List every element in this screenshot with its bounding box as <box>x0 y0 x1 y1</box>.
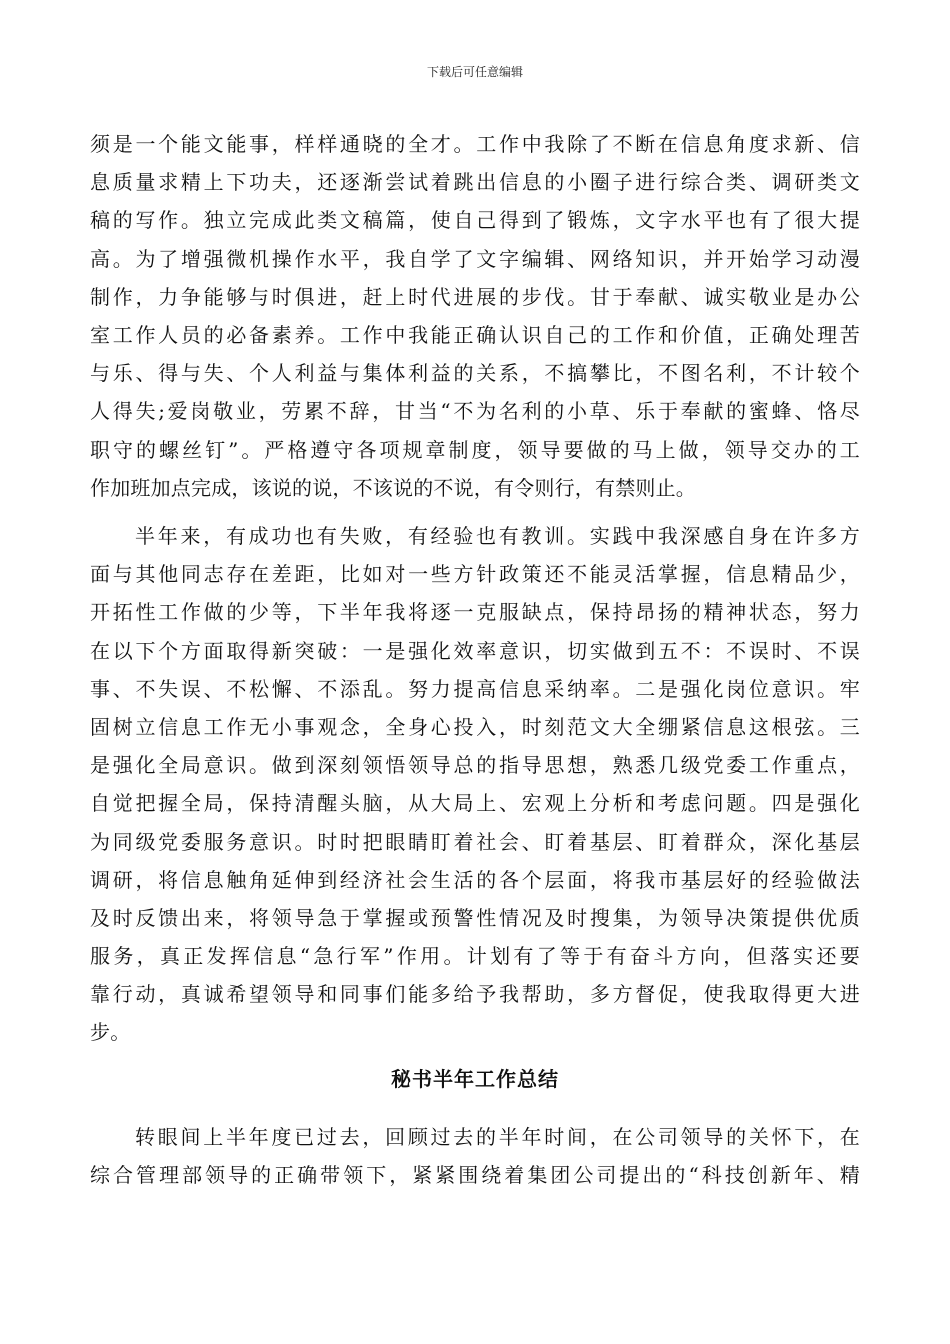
text-line: 作加班加点完成，该说的说，不该说的不说，有令则行，有禁则止。 <box>90 475 696 500</box>
text-line: 高。为了增强微机操作水平，我自学了文字编辑、网络知识，并开始学习动漫 <box>90 246 860 271</box>
text-line: 转眼间上半年度已过去，回顾过去的半年时间，在公司领导的关怀下，在 <box>135 1125 860 1149</box>
text-line: 半年来，有成功也有失败，有经验也有教训。实践中我深感自身在许多方 <box>135 524 860 548</box>
text-line: 面与其他同志存在差距，比如对一些方针政策还不能灵活掌握，信息精品少， <box>90 562 860 587</box>
text-line: 事、不失误、不松懈、不添乱。努力提高信息采纳率。二是强化岗位意识。牢 <box>90 676 860 701</box>
text-line: 在以下个方面取得新突破：一是强化效率意识，切实做到五不：不误时、不误 <box>90 638 860 663</box>
text-line: 制作，力争能够与时俱进，赶上时代进展的步伐。甘于奉献、诚实敬业是办公 <box>90 284 860 309</box>
text-line: 服务，真正发挥信息“急行军”作用。计划有了等于有奋斗方向，但落实还要 <box>90 944 860 969</box>
paragraph-1 <box>90 125 860 507</box>
text-line: 综合管理部领导的正确带领下，紧紧围绕着集团公司提出的“科技创新年、精 <box>90 1163 860 1188</box>
text-line: 室工作人员的必备素养。工作中我能正确认识自己的工作和价值，正确处理苦 <box>90 322 860 347</box>
text-line: 开拓性工作做的少等，下半年我将逐一克服缺点，保持昂扬的精神状态，努力 <box>90 600 860 625</box>
text-line: 及时反馈出来，将领导急于掌握或预警性情况及时搜集，为领导决策提供优质 <box>90 905 860 930</box>
text-line: 职守的螺丝钉”。严格遵守各项规章制度，领导要做的马上做，领导交办的工 <box>90 437 860 462</box>
text-line: 为同级党委服务意识。时时把眼睛盯着社会、盯着基层、盯着群众，深化基层 <box>90 829 860 854</box>
text-line: 与乐、得与失、个人利益与集体利益的关系，不搞攀比，不图名利，不计较个 <box>90 361 860 386</box>
text-line: 人得失;爱岗敬业，劳累不辞，甘当“不为名利的小草、乐于奉献的蜜蜂、恪尽 <box>90 399 860 424</box>
text-line: 须是一个能文能事，样样通晓的全才。工作中我除了不断在信息角度求新、信 <box>90 132 860 156</box>
text-line: 靠行动，真诚希望领导和同事们能多给予我帮助，多方督促，使我取得更大进 <box>90 982 860 1007</box>
text-line: 息质量求精上下功夫，还逐渐尝试着跳出信息的小圈子进行综合类、调研类文 <box>90 170 860 195</box>
text-line: 稿的写作。独立完成此类文稿篇，使自己得到了锻炼，文字水平也有了很大提 <box>90 208 860 233</box>
paragraph-2 <box>90 517 860 1052</box>
text-line: 固树立信息工作无小事观念，全身心投入，时刻范文大全绷紧信息这根弦。三 <box>90 714 860 739</box>
text-line: 是强化全局意识。做到深刻领悟领导总的指导思想，熟悉几级党委工作重点， <box>90 753 860 778</box>
page-header: 下载后可任意编辑 <box>426 65 523 79</box>
text-line: 步。 <box>90 1020 131 1045</box>
section-title: 秘书半年工作总结 <box>391 1067 559 1091</box>
text-line: 自觉把握全局，保持清醒头脑，从大局上、宏观上分析和考虑问题。四是强化 <box>90 791 860 816</box>
text-line: 调研，将信息触角延伸到经济社会生活的各个层面，将我市基层好的经验做法 <box>90 867 860 892</box>
paragraph-3 <box>90 1118 860 1194</box>
